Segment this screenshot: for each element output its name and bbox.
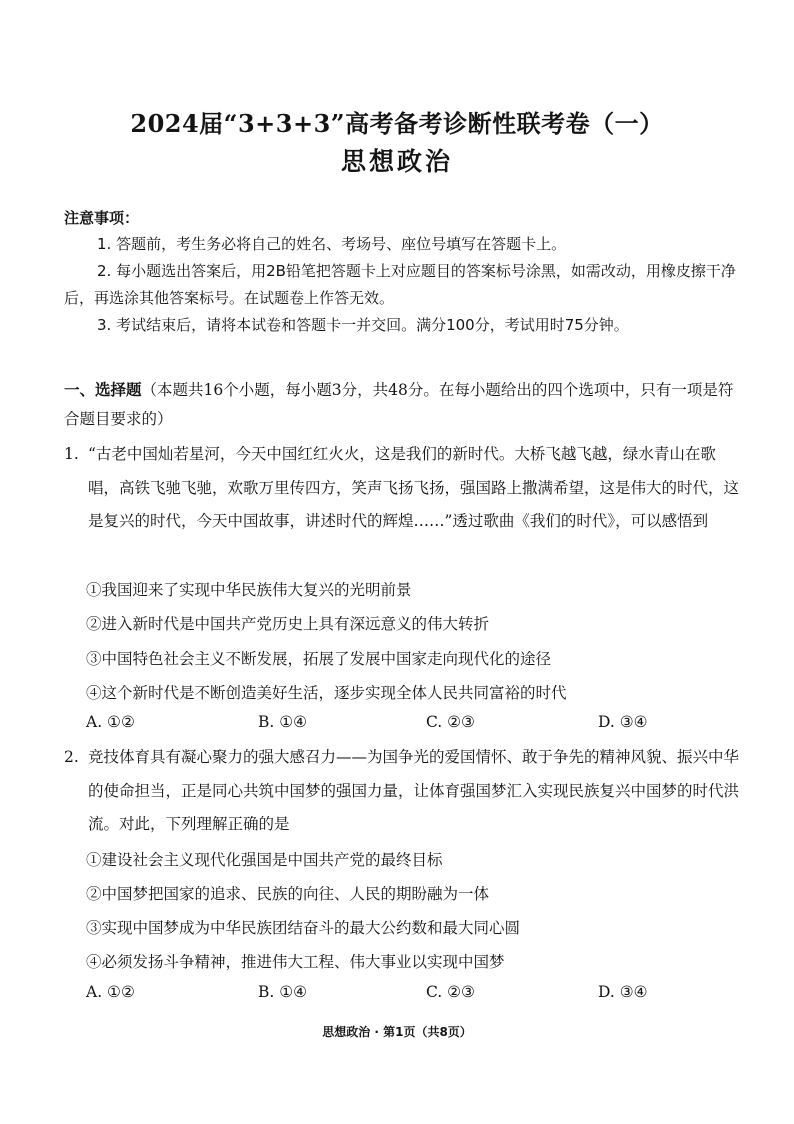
note-item-2 bbox=[64, 258, 736, 312]
section-heading bbox=[64, 375, 740, 434]
answer-choices bbox=[86, 983, 736, 1013]
question-stem: “古老中国灿若星河，今天中国红红火火，这是我们的新时代。大桥飞越飞越，绿水青山在歌唱，高铁飞驰飞驰，欢歌万里传四方，笑声飞扬飞扬，强国路上撒满希望，这是伟大的时代，这是复兴的时代，今天中国故事，讲述时代的辉煌……”透过歌曲《我们的时代》，可以感悟到 bbox=[88, 445, 740, 530]
choice-a[interactable]: A. ①② bbox=[86, 713, 135, 731]
option-1: ①建设社会主义现代化强国是中国共产党的最终目标 bbox=[86, 851, 443, 869]
option-4: ④这个新时代是不断创造美好生活，逐步实现全体人民共同富裕的时代 bbox=[86, 684, 567, 702]
choice-a[interactable]: A. ①② bbox=[86, 983, 135, 1001]
exam-title: 2024届“3+3+3”高考备考诊断性联考卷（一） bbox=[130, 109, 664, 138]
page-footer: 思想政治 · 第1页（共8页） bbox=[322, 1025, 472, 1039]
answer-choices bbox=[86, 713, 736, 743]
section-label: 一、选择题 bbox=[64, 380, 142, 399]
choice-b[interactable]: B. ①④ bbox=[258, 713, 308, 731]
question-1 bbox=[64, 438, 740, 539]
question-number: 1. bbox=[64, 445, 79, 463]
note-item-1 bbox=[64, 231, 736, 258]
option-3: ③中国特色社会主义不断发展，拓展了发展中国家走向现代化的途径 bbox=[86, 650, 552, 668]
question-number: 2. bbox=[64, 748, 79, 766]
choice-b[interactable]: B. ①④ bbox=[258, 983, 308, 1001]
option-2: ②中国梦把国家的追求、民族的向往、人民的期盼融为一体 bbox=[86, 885, 490, 903]
subject-title: 思想政治 bbox=[340, 147, 453, 176]
choice-d[interactable]: D. ③④ bbox=[598, 983, 648, 1001]
notes-heading: 注意事项： bbox=[64, 209, 140, 227]
option-2: ②进入新时代是中国共产党历史上具有深远意义的伟大转折 bbox=[86, 615, 490, 633]
option-3: ③实现中国梦成为中华民族团结奋斗的最大公约数和最大同心圆 bbox=[86, 919, 521, 937]
question-stem: 竞技体育具有凝心聚力的强大感召力——为国争光的爱国情怀、敢于争先的精神风貌、振兴中华的使命担当，正是同心共筑中国梦的强国力量，让体育强国梦汇入实现民族复兴中国梦的时代洪流。对此，下列理解正确的是 bbox=[88, 748, 740, 833]
choice-c[interactable]: C. ②③ bbox=[426, 983, 475, 1001]
note-text: 2. 每小题选出答案后，用2B铅笔把答题卡上对应题目的答案标号涂黑，如需改动，用橡皮擦干净后，再选涂其他答案标号。在试题卷上作答无效。 bbox=[64, 262, 736, 307]
section-description: （本题共16个小题，每小题3分，共48分。在每小题给出的四个选项中，只有一项是符合题目要求的） bbox=[64, 381, 734, 428]
option-1: ①我国迎来了实现中华民族伟大复兴的光明前景 bbox=[86, 581, 412, 599]
choice-c[interactable]: C. ②③ bbox=[426, 713, 475, 731]
note-text: 1. 答题前，考生务必将自己的姓名、考场号、座位号填写在答题卡上。 bbox=[97, 235, 567, 253]
question-2 bbox=[64, 741, 740, 842]
choice-d[interactable]: D. ③④ bbox=[598, 713, 648, 731]
note-text: 3. 考试结束后，请将本试卷和答题卡一并交回。满分100分，考试用时75分钟。 bbox=[97, 316, 629, 334]
note-item-3 bbox=[64, 312, 736, 339]
option-4: ④必须发扬斗争精神，推进伟大工程、伟大事业以实现中国梦 bbox=[86, 953, 505, 971]
